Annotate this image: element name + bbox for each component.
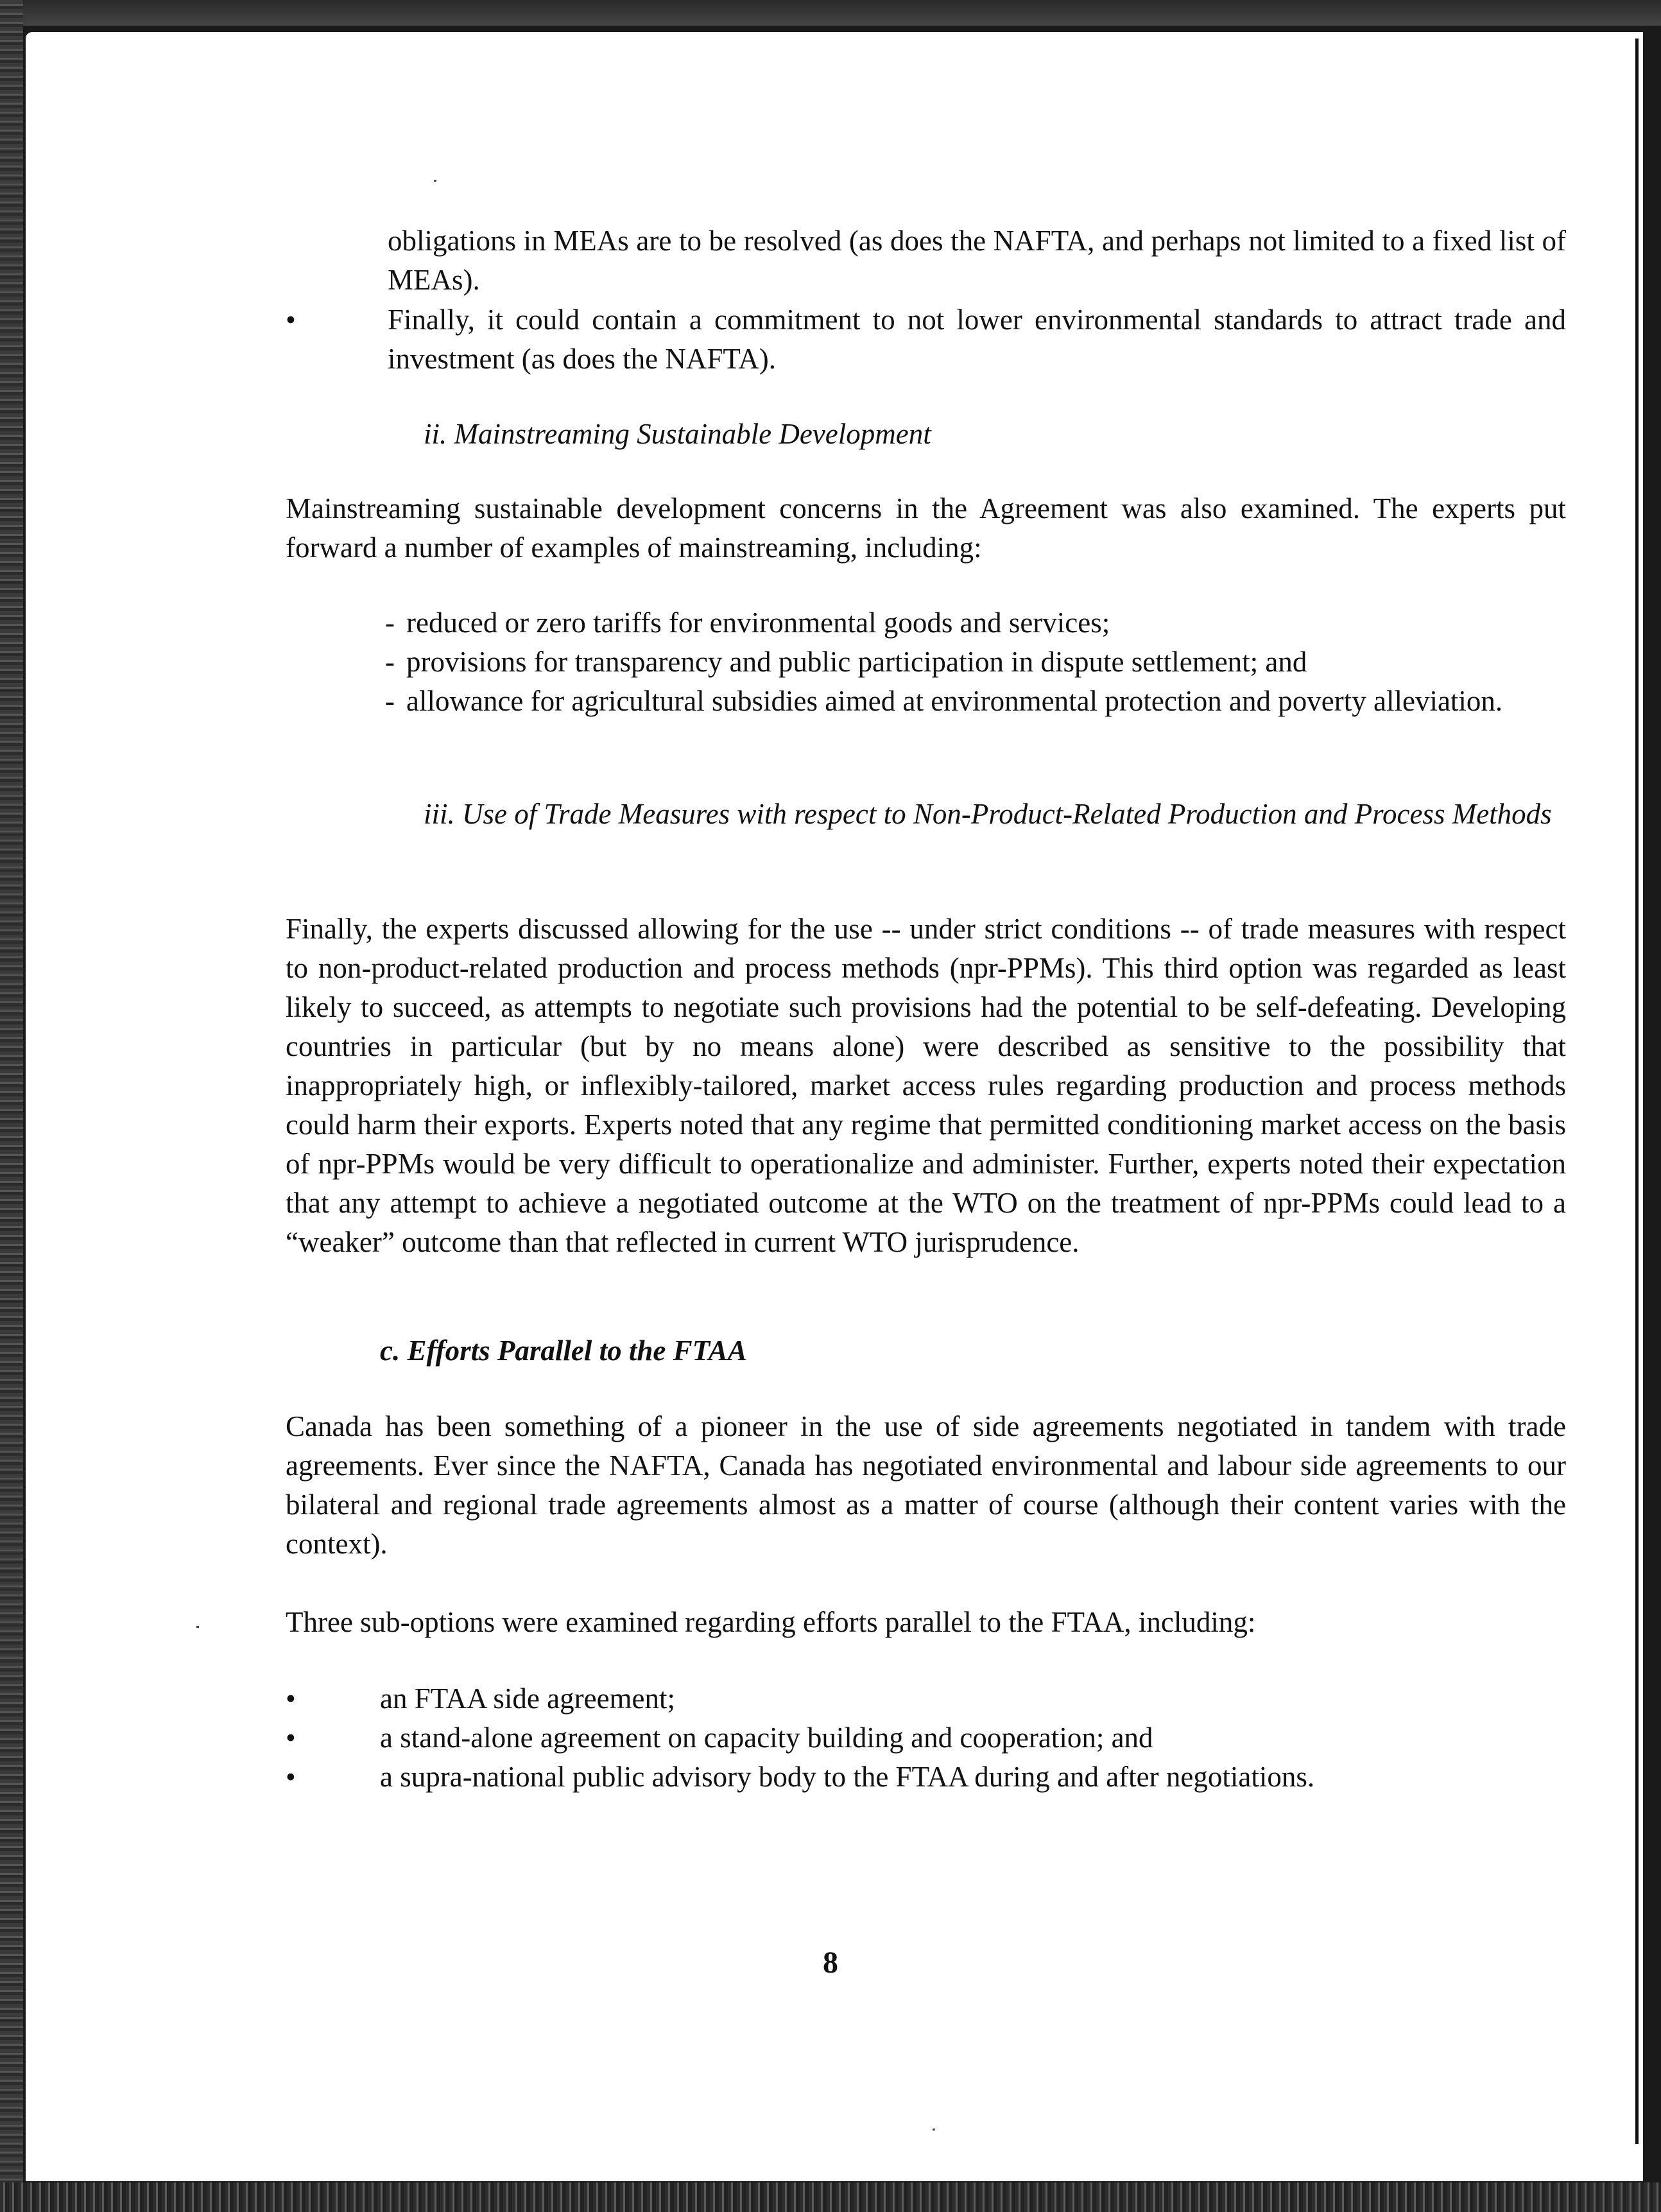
list-item-text: provisions for transparency and public participation in dispute settlement; and <box>406 646 1307 678</box>
list-item-text: reduced or zero tariffs for environmental goods and services; <box>406 607 1110 639</box>
bullet-icon: • <box>286 304 296 336</box>
section-c-list <box>286 1679 1566 1797</box>
bullet-text: Finally, it could contain a commitment to not lower environmental standards to attract trade and investment (as does the NAFTA). <box>388 304 1566 375</box>
scan-speck <box>434 180 436 182</box>
list-item-text: an FTAA side agreement; <box>380 1682 676 1715</box>
list-item <box>286 1758 1566 1797</box>
page-number: 8 <box>823 1946 838 1980</box>
bullet-icon: • <box>286 1761 296 1793</box>
section-ii-intro: Mainstreaming sustainable development concerns in the Agreement was also examined. The experts put forward a number of examples of mainstreaming, including: <box>286 492 1566 564</box>
scan-border-left <box>0 0 23 2212</box>
section-heading-iii: iii. Use of Trade Measures with respect to Non-Product-Related Production and Process Methods <box>424 798 1552 830</box>
dash-icon: - <box>385 646 395 678</box>
list-item-text: allowance for agricultural subsidies aimed at environmental protection and poverty alleviation. <box>406 685 1503 717</box>
continuation-text: obligations in MEAs are to be resolved (as does the NAFTA, and perhaps not limited to a fixed list of MEAs). <box>388 225 1566 296</box>
list-item-text: a stand-alone agreement on capacity building and cooperation; and <box>380 1722 1153 1754</box>
list-item <box>286 1718 1566 1758</box>
section-ii-list <box>385 603 1566 721</box>
list-item <box>385 643 1566 682</box>
bullet-icon: • <box>286 1722 296 1754</box>
scan-border-top <box>0 0 1661 26</box>
list-item <box>286 1679 1566 1718</box>
bullet-icon: • <box>286 1682 296 1715</box>
list-item <box>385 603 1566 643</box>
section-c-body-1: Canada has been something of a pioneer in the use of side agreements negotiated in tandem with trade agreements. Ever since the NAFTA, Canada has negotiated environmental and labour side agreements to our bilateral and regional trade agreements almost as a matter of course (although their content varies with the context). <box>286 1410 1566 1560</box>
section-c-body-2: Three sub-options were examined regarding efforts parallel to the FTAA, including: <box>286 1606 1256 1638</box>
dash-icon: - <box>385 607 395 639</box>
scan-border-bottom <box>0 2182 1661 2212</box>
dash-icon: - <box>385 685 395 717</box>
scan-speck <box>196 1626 199 1628</box>
section-iii-body: Finally, the experts discussed allowing for the use -- under strict conditions -- of trade measures with respect to non-product-related production and process methods (npr-PPMs). This third option was regarded as least likely to succeed, as attempts to negotiate such provisions had the potential to be self-defeating. Developing countries in particular (but by no means alone) were described as sensitive to the possibility that inappropriately high, or inflexibly-tailored, market access rules regarding production and process methods could harm their exports. Experts noted that any regime that permitted conditioning market access on the basis of npr-PPMs would be very difficult to operationalize and administer. Further, experts noted their expectation that any attempt to achieve a negotiated outcome at the WTO on the treatment of npr-PPMs could lead to a “weaker” outcome than that reflected in current WTO jurisprudence. <box>286 913 1566 1258</box>
list-item-text: a supra-national public advisory body to the FTAA during and after negotiations. <box>380 1761 1315 1793</box>
page-edge-rule <box>1635 39 1639 2144</box>
scan-speck <box>933 2129 935 2130</box>
top-bullet <box>286 300 1566 379</box>
section-heading-c: c. Efforts Parallel to the FTAA <box>380 1335 747 1367</box>
section-heading-ii: ii. Mainstreaming Sustainable Development <box>424 418 931 450</box>
list-item <box>385 682 1566 721</box>
